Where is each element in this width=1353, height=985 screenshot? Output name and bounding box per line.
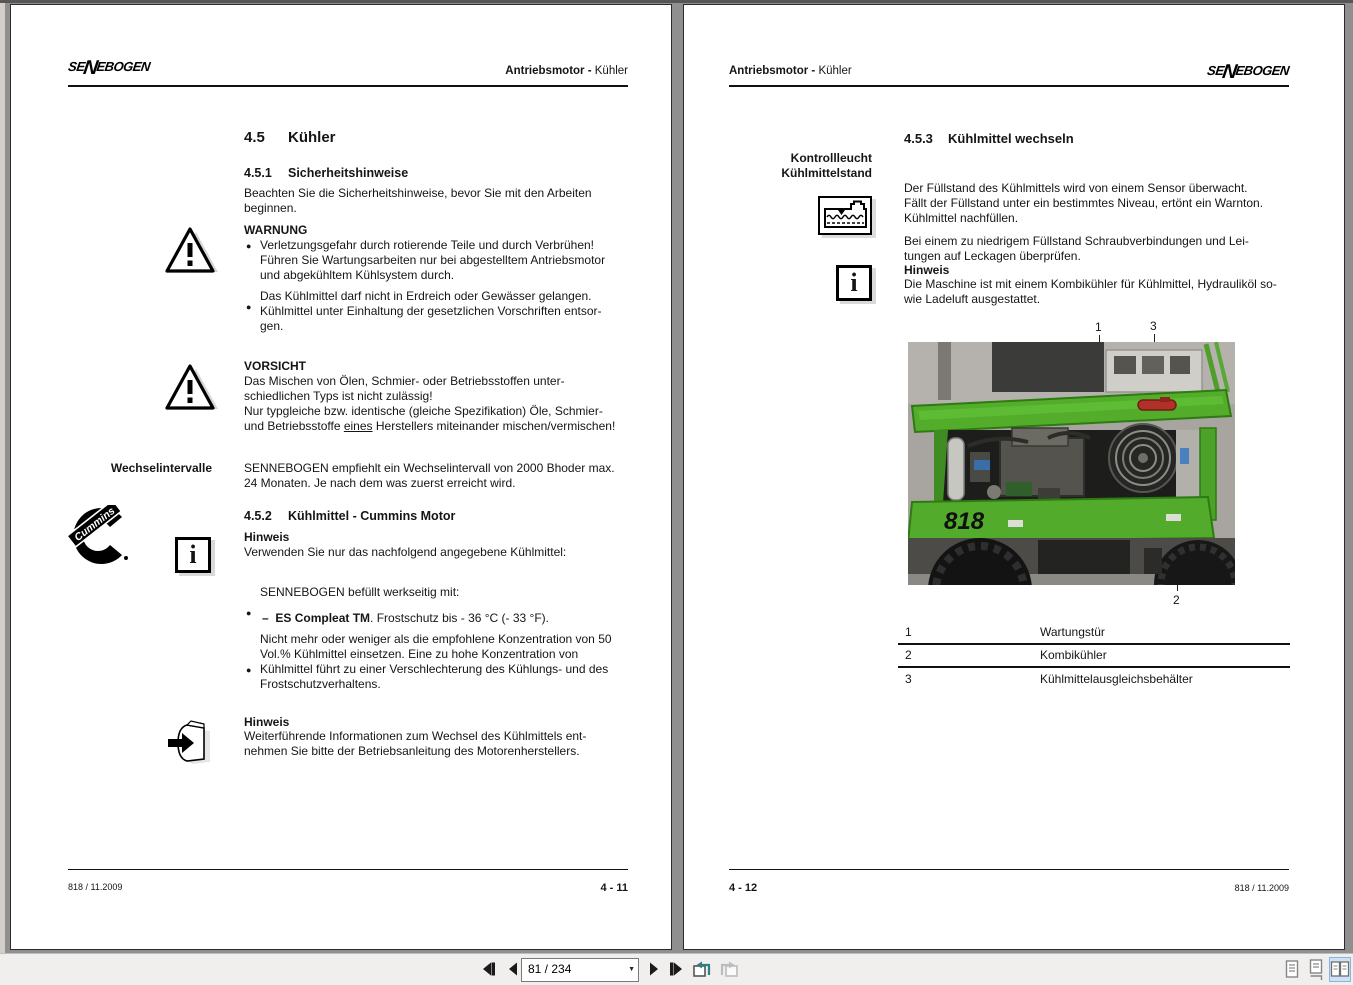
- legend-row-number: 1: [905, 625, 912, 639]
- bullet-line: Kühlmittel führt zu einer Verschlechterung des Kühlungs- und des: [260, 662, 609, 676]
- logo-part: EBOGEN: [1234, 63, 1291, 78]
- bullet-line: Vol.% Kühlmittel einsetzen. Eine zu hohe Konzentration von: [260, 647, 579, 661]
- document-page-right: [683, 4, 1345, 950]
- sidenote-wechselintervalle: Wechselintervalle: [110, 461, 212, 475]
- intro-line: beginnen.: [244, 201, 297, 215]
- bullet-icon: ●: [246, 608, 252, 618]
- next-view-icon: [717, 957, 741, 981]
- legend-divider: [898, 643, 1290, 645]
- hinweis-line: Die Maschine ist mit einem Kombikühler für Kühlmittel, Hydrauliköl so-: [904, 277, 1277, 291]
- chevron-down-icon[interactable]: ▼: [628, 966, 635, 973]
- continuous-view-icon: [1306, 958, 1326, 981]
- wechsel-line: 24 Monaten. Je nach dem was zuerst erreicht wird.: [244, 476, 516, 490]
- manual-book-icon: [168, 719, 220, 774]
- two-page-view-button[interactable]: [1329, 957, 1351, 982]
- vorsicht-label: VORSICHT: [244, 359, 307, 373]
- viewer-top-edge: [0, 0, 1353, 3]
- next-page-button[interactable]: [642, 958, 664, 980]
- legend-row-label: Kombikühler: [1040, 648, 1107, 662]
- sennebogen-logo: [1206, 61, 1291, 84]
- bullet-line: Nicht mehr oder weniger als die empfohlene Konzentration von 50: [260, 632, 612, 646]
- document-page-left: [10, 4, 672, 950]
- previous-view-icon: [690, 957, 714, 981]
- sidenote-kontrollleucht: Kontrollleucht: [790, 151, 872, 165]
- section-heading-4-5-1: 4.5.1 Sicherheitshinweise: [244, 166, 409, 180]
- warnung-bullet1-line: und abgekühltem Kühlsystem durch.: [260, 268, 455, 282]
- warnung-bullet1-line: Führen Sie Wartungsarbeiten nur bei abgestelltem Antriebsmotor: [260, 253, 606, 267]
- warnung-bullet2-line: Kühlmittel unter Einhaltung der gesetzlichen Vorschriften entsor-: [260, 304, 602, 318]
- coolant-level-icon: [818, 196, 872, 235]
- para-line: tungen auf Leckagen überprüfen.: [904, 249, 1081, 263]
- running-header: Antriebsmotor - Kühler: [729, 65, 852, 77]
- vorsicht-line: schiedlichen Typs ist nicht zulässig!: [244, 389, 433, 403]
- last-page-button[interactable]: [665, 958, 687, 980]
- callout-number-3: 3: [1150, 319, 1157, 333]
- hinweis-label: Hinweis: [904, 263, 950, 277]
- vorsicht-line: und Betriebsstoffe eines Herstellers miteinander mischen/vermischen!: [244, 419, 616, 433]
- logo-part: N: [81, 57, 99, 79]
- para-line: Bei einem zu niedrigem Füllstand Schraubverbindungen und Lei-: [904, 234, 1249, 248]
- bullet-icon: ●: [246, 665, 252, 675]
- hinweis-text: Verwenden Sie nur das nachfolgend angegebene Kühlmittel:: [244, 545, 567, 559]
- page-number-input[interactable]: [522, 959, 620, 979]
- sub-bullet-line: – ES Compleat TM. Frostschutz bis - 36 °C (- 33 °F).: [262, 611, 550, 625]
- cummins-logo: [66, 505, 142, 570]
- warning-triangle-icon: [163, 364, 219, 419]
- cummins-logo-text: Cummins: [72, 505, 118, 544]
- next-page-icon: [643, 959, 663, 979]
- header-rule: [729, 85, 1289, 87]
- legend-row-label: Kühlmittelausgleichsbehälter: [1040, 672, 1193, 686]
- footer-doc-id: 818 / 11.2009: [68, 882, 123, 892]
- hinweis-line: wie Ladeluft ausgestattet.: [904, 292, 1041, 306]
- machine-model-text: 818: [944, 508, 985, 535]
- legend-divider: [898, 666, 1290, 668]
- single-page-icon: [1282, 958, 1302, 981]
- legend-row-number: 2: [905, 648, 912, 662]
- legend-row-number: 3: [905, 672, 912, 686]
- single-page-view-button[interactable]: [1281, 957, 1303, 982]
- logo-part: EBOGEN: [95, 59, 151, 74]
- footer-page-number: 4 - 12: [729, 882, 758, 894]
- info-icon: i: [175, 537, 211, 573]
- running-header: Antriebsmotor - Kühler: [505, 65, 628, 77]
- section-heading-4-5: 4.5 Kühler: [244, 129, 336, 146]
- warnung-bullet2-line: Das Kühlmittel darf nicht in Erdreich oder Gewässer gelangen.: [260, 289, 592, 303]
- wechsel-line: SENNEBOGEN empfiehlt ein Wechselintervall von 2000 Bhoder max.: [244, 461, 615, 475]
- sidenote-kuehlmittelstand: Kühlmittelstand: [781, 166, 872, 180]
- logo-part: SE: [1206, 63, 1226, 78]
- footer-page-number: 4 - 11: [600, 882, 628, 894]
- bullet-line: Frostschutzverhaltens.: [260, 677, 381, 691]
- hinweis-line: Weiterführende Informationen zum Wechsel des Kühlmittels ent-: [244, 729, 587, 743]
- footer-doc-id: 818 / 11.2009: [1234, 883, 1289, 893]
- callout-number-2: 2: [1173, 593, 1180, 607]
- para-line: Fällt der Füllstand unter ein bestimmtes Niveau, ertönt ein Warnton.: [904, 196, 1264, 210]
- machine-photo: [908, 342, 1235, 590]
- footer-rule: [729, 869, 1289, 870]
- header-rule: [68, 85, 628, 87]
- info-icon: i: [836, 265, 872, 301]
- warning-triangle-icon: [163, 227, 219, 282]
- viewer-left-edge: [0, 3, 5, 953]
- continuous-view-button[interactable]: [1305, 957, 1327, 982]
- callout-number-1: 1: [1095, 320, 1102, 334]
- footer-rule: [68, 869, 628, 870]
- bullet-line: SENNEBOGEN befüllt werkseitig mit:: [260, 585, 460, 599]
- section-heading-4-5-2: 4.5.2 Kühlmittel - Cummins Motor: [244, 509, 456, 523]
- next-view-button[interactable]: [717, 957, 741, 981]
- sennebogen-logo: [66, 57, 151, 80]
- previous-view-button[interactable]: [690, 957, 714, 981]
- logo-part: N: [1221, 61, 1239, 83]
- bullet-icon: ●: [246, 241, 252, 251]
- section-heading-4-5-3: 4.5.3 Kühlmittel wechseln: [904, 131, 1074, 146]
- viewer-toolbar: [0, 953, 1353, 985]
- para-line: Kühlmittel nachfüllen.: [904, 211, 1019, 225]
- para-line: Der Füllstand des Kühlmittels wird von einem Sensor überwacht.: [904, 181, 1248, 195]
- vorsicht-line: Das Mischen von Ölen, Schmier- oder Betriebsstoffen unter-: [244, 374, 565, 388]
- first-page-icon: [479, 959, 499, 979]
- logo-part: SE: [67, 59, 86, 74]
- intro-line: Beachten Sie die Sicherheitshinweise, bevor Sie mit den Arbeiten: [244, 186, 592, 200]
- vorsicht-line: Nur typgleiche bzw. identische (gleiche Spezifikation) Öle, Schmier-: [244, 404, 603, 418]
- hinweis-label: Hinweis: [244, 715, 290, 729]
- warnung-bullet2-line: gen.: [260, 319, 284, 333]
- first-page-button[interactable]: [478, 958, 500, 980]
- legend-row-label: Wartungstür: [1040, 625, 1105, 639]
- bullet-icon: ●: [246, 302, 252, 312]
- logo-text: [1206, 61, 1291, 83]
- warnung-bullet1-line: Verletzungsgefahr durch rotierende Teile und durch Verbrühen!: [260, 238, 595, 252]
- page-number-combobox[interactable]: [521, 958, 639, 982]
- two-page-view-icon: [1330, 958, 1350, 981]
- hinweis-label: Hinweis: [244, 530, 290, 544]
- hinweis-line: nehmen Sie bitte der Betriebsanleitung des Motorenherstellers.: [244, 744, 580, 758]
- logo-text: [67, 57, 151, 79]
- warnung-label: WARNUNG: [244, 223, 308, 237]
- last-page-icon: [666, 959, 686, 979]
